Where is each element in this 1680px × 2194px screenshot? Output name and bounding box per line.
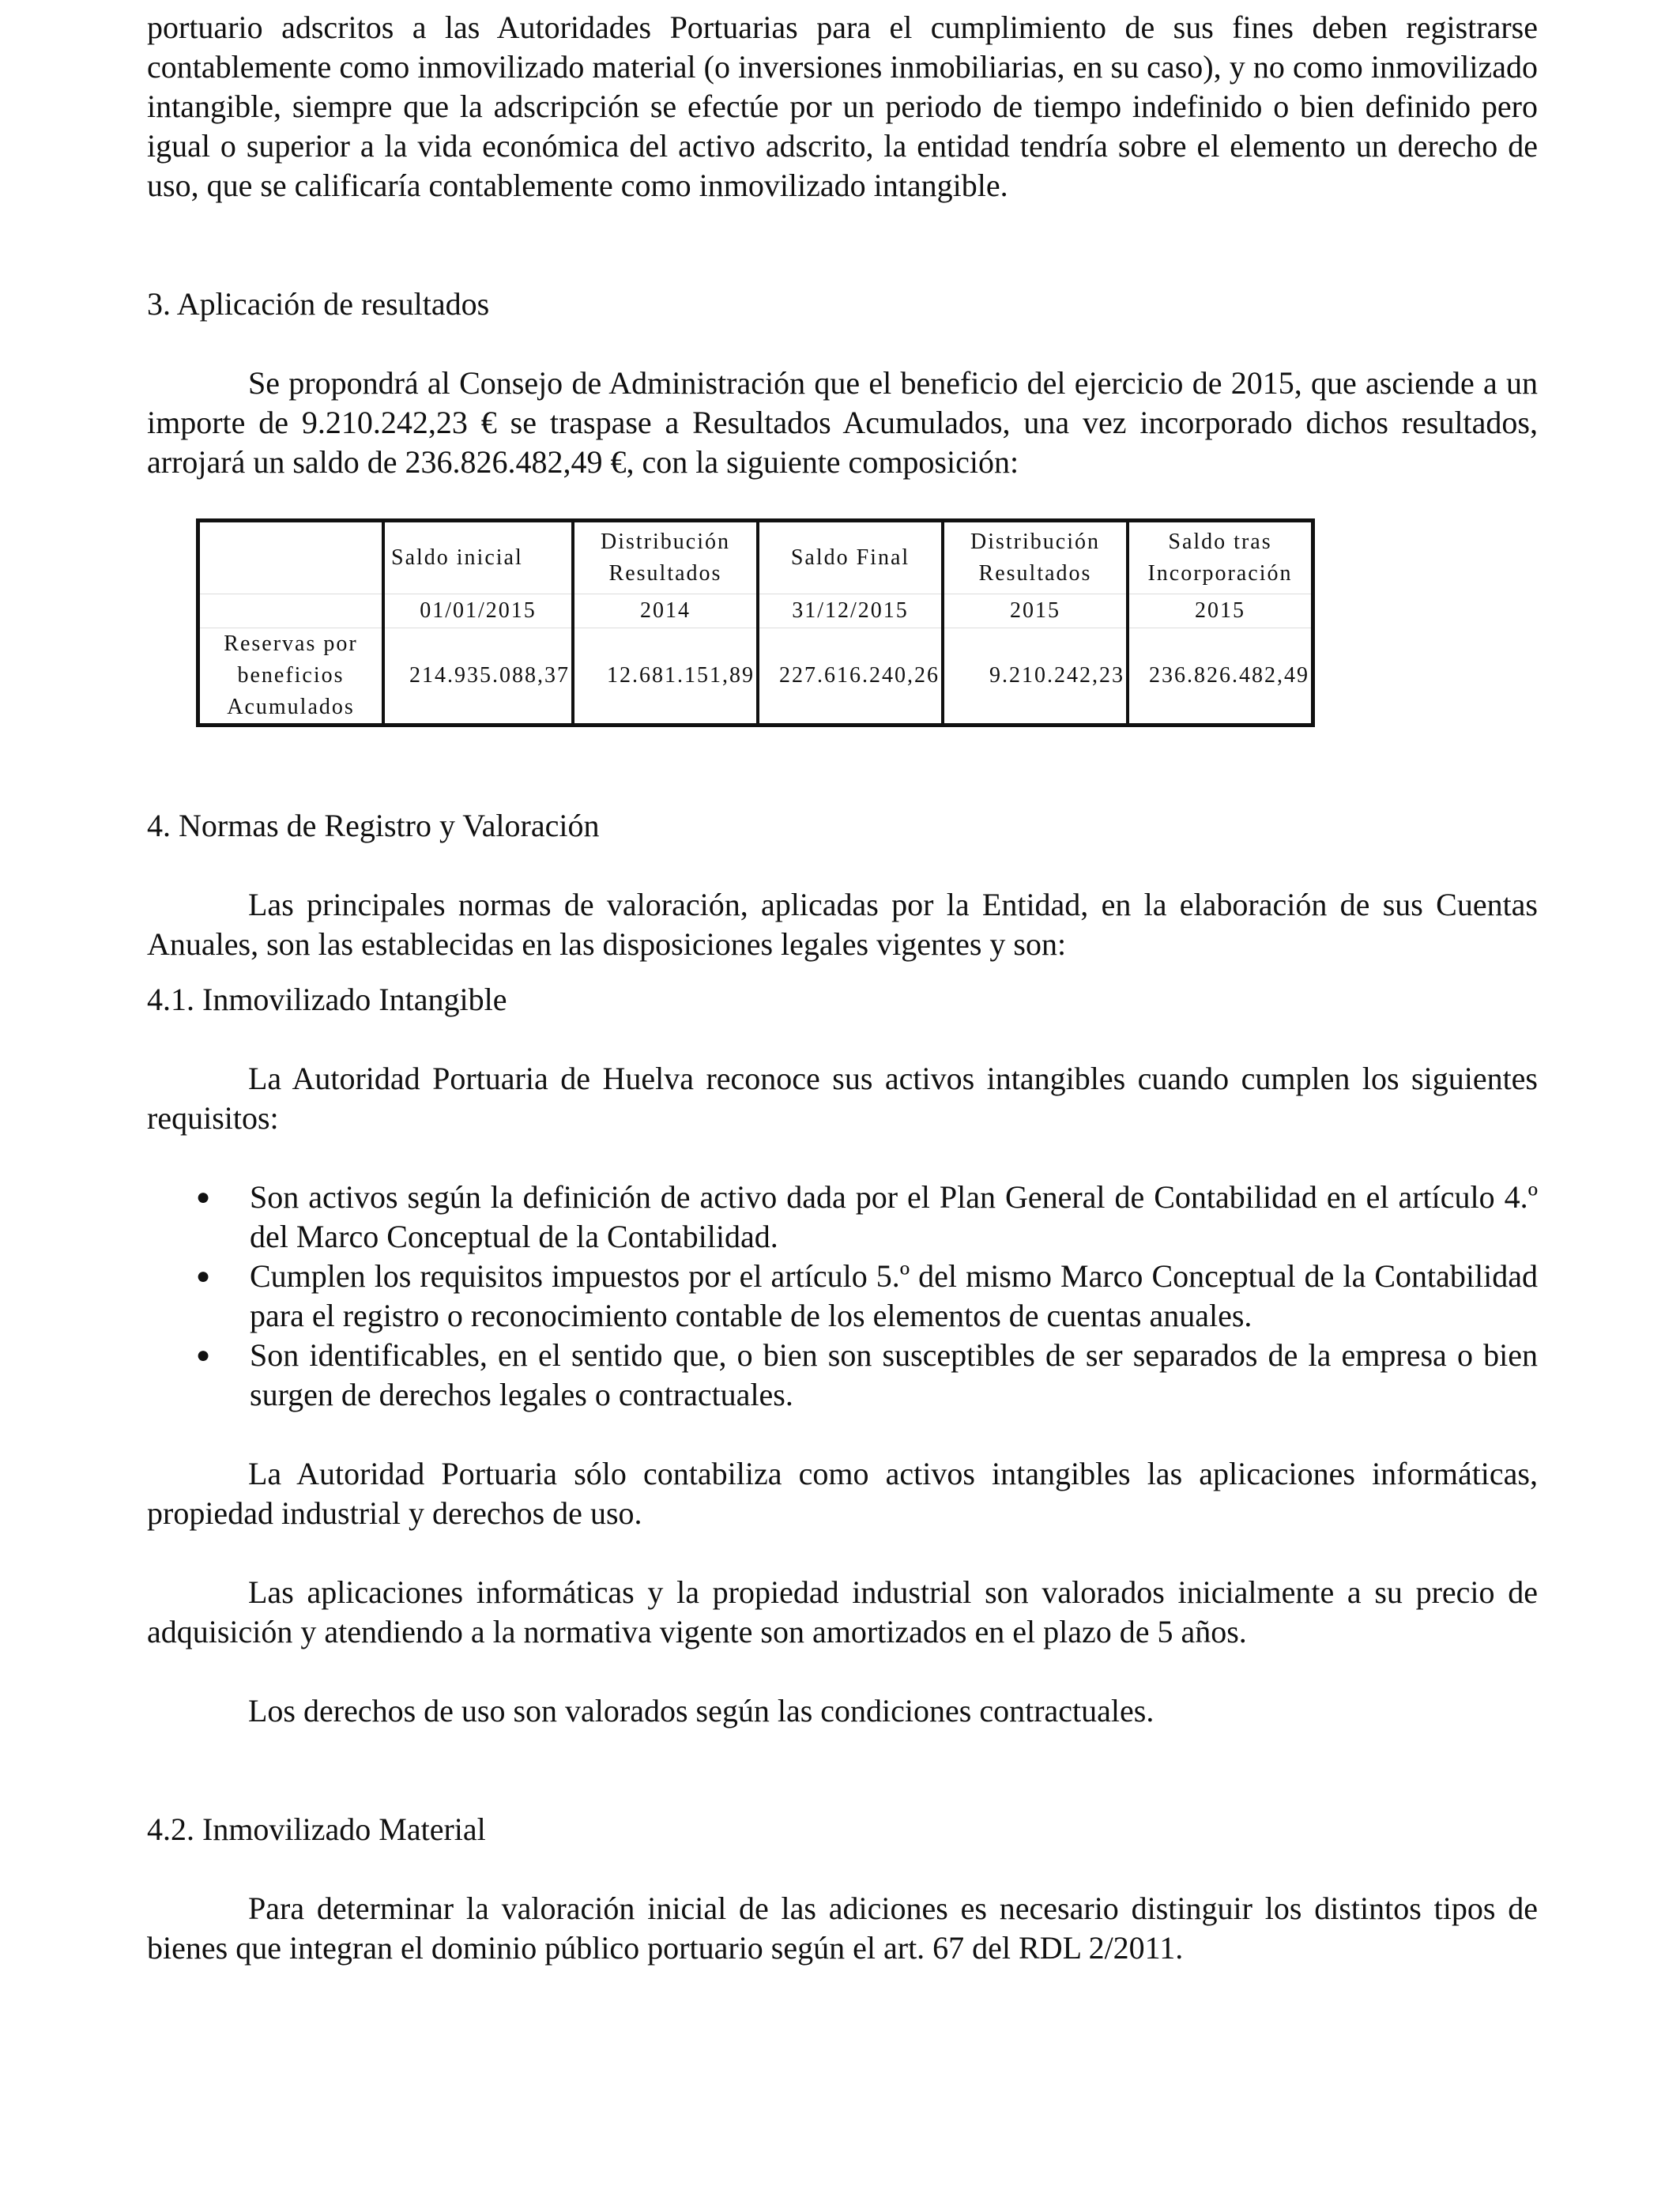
requirements-list [147,1178,1538,1415]
list-item-text: Cumplen los requisitos impuestos por el artículo 5.º del mismo Marco Conceptual de la Contabilidad para el registro o reconocimiento contable de los elementos de cuentas anuales. [250,1258,1538,1333]
paragraph-derechos-uso: Los derechos de uso son valorados según las condiciones contractuales. [248,1693,1155,1728]
header-text-line1: Saldo tras [1168,530,1272,554]
value-cell: 227.616.240,26 [758,628,943,726]
heading-normas-registro: 4. Normas de Registro y Valoración [147,808,600,843]
table-period-row [198,594,1313,628]
bullet-icon: ● [196,1263,211,1289]
list-item [147,1257,1538,1336]
bullet-icon: ● [196,1184,211,1210]
header-saldo-inicial [383,521,573,594]
table-corner-cell [198,521,384,594]
table-header-row [198,521,1313,594]
document-page [147,8,1538,1968]
heading-aplicacion-resultados: 3. Aplicación de resultados [147,286,490,322]
table-row [198,628,1313,726]
row-label-line3: Acumulados [227,695,355,719]
paragraph-reconoce: La Autoridad Portuaria de Huelva reconoce sus activos intangibles cuando cumplen los siguientes requisitos: [147,1061,1538,1136]
bullet-icon: ● [196,1342,211,1368]
value-cell: 236.826.482,49 [1128,628,1313,726]
header-text-line1: Distribución [970,530,1100,554]
value-cell: 12.681.151,89 [573,628,758,726]
row-label-line2: beneficios [237,663,345,688]
paragraph-aplicaciones-informaticas: Las aplicaciones informáticas y la propiedad industrial son valorados inicialmente a su precio de adquisición y atendiendo a la normativa vigente son amortizados en el plazo de 5 años. [147,1574,1538,1649]
paragraph-aplicacion: Se propondrá al Consejo de Administración que el beneficio del ejercicio de 2015, que asciende a un importe de 9.210.242,23 € se traspase a Resultados Acumulados, una vez incorporado dichos resultados, arrojará un saldo de 236.826.482,49 €, con la siguiente composición: [147,365,1538,480]
results-table [196,518,1315,727]
value-cell: 214.935.088,37 [383,628,573,726]
header-distribucion-2014 [573,521,758,594]
list-item [147,1336,1538,1415]
header-text-line2: Resultados [978,561,1092,586]
header-saldo-final [758,521,943,594]
period-cell: 2015 [943,594,1128,628]
list-item [147,1178,1538,1257]
paragraph-normas: Las principales normas de valoración, aplicadas por la Entidad, en la elaboración de sus Cuentas Anuales, son las establecidas en las disposiciones legales vigentes y son: [147,887,1538,962]
period-cell: 31/12/2015 [758,594,943,628]
list-item-text: Son activos según la definición de activo dada por el Plan General de Contabilidad en el artículo 4.º del Marco Conceptual de la Contabilidad. [250,1179,1538,1254]
row-label-reservas [198,628,384,726]
heading-inmovilizado-material: 4.2. Inmovilizado Material [147,1811,486,1847]
header-distribucion-2015 [943,521,1128,594]
header-text-line2: Resultados [608,561,722,586]
row-label-line1: Reservas por [224,631,358,656]
value-cell: 9.210.242,23 [943,628,1128,726]
list-item-text: Son identificables, en el sentido que, o bien son susceptibles de ser separados de la empresa o bien surgen de derechos legales o contractuales. [250,1337,1538,1412]
paragraph-material: Para determinar la valoración inicial de las adiciones es necesario distinguir los distintos tipos de bienes que integran el dominio público portuario según el art. 67 del RDL 2/2011. [147,1891,1538,1966]
header-saldo-inicial-text: Saldo inicial [391,545,523,570]
period-cell: 2014 [573,594,758,628]
period-cell: 2015 [1128,594,1313,628]
paragraph-intro: portuario adscritos a las Autoridades Portuarias para el cumplimiento de sus fines deben registrarse contablemente como inmovilizado material (o inversiones inmobiliarias, en su caso), y no como inmovilizado intangible, siempre que la adscripción se efectúe por un periodo de tiempo indefinido o bien definido pero igual o superior a la vida económica del activo adscrito, la entidad tendría sobre el elemento un derecho de uso, que se calificaría contablemente como inmovilizado intangible. [147,9,1538,203]
header-text-line1: Saldo Final [790,545,910,570]
header-text-line1: Distribución [601,530,730,554]
header-saldo-tras-incorporacion [1128,521,1313,594]
paragraph-contabiliza: La Autoridad Portuaria sólo contabiliza como activos intangibles las aplicaciones informáticas, propiedad industrial y derechos de uso. [147,1456,1538,1531]
heading-inmovilizado-intangible: 4.1. Inmovilizado Intangible [147,982,507,1017]
table-period-blank [198,594,384,628]
header-text-line2: Incorporación [1147,561,1293,586]
period-cell: 01/01/2015 [383,594,573,628]
